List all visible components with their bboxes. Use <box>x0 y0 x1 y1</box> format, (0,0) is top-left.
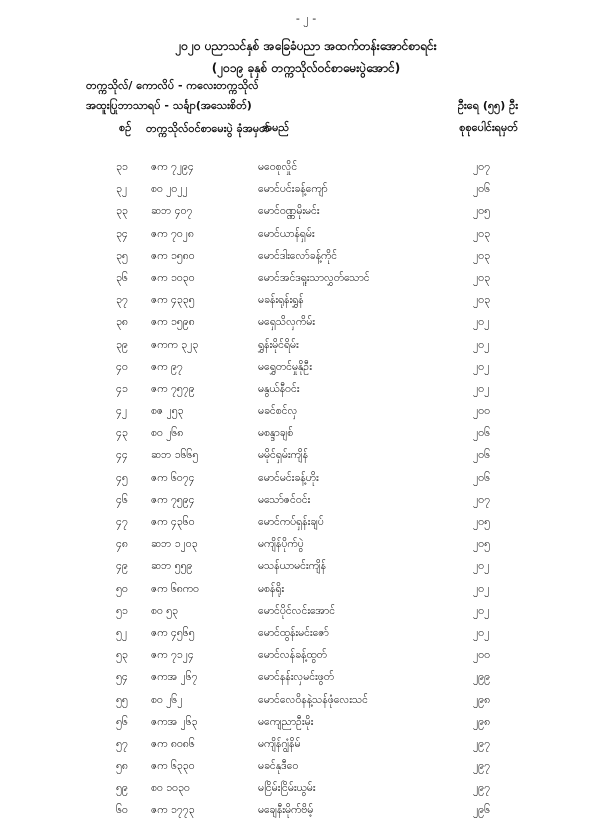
total-mark: ၂၀၂ <box>473 582 490 595</box>
roll-number: စဝ ၁၀၃၀ <box>151 782 190 795</box>
roll-number: ဇက ၈၀၈၆ <box>151 737 195 750</box>
total-mark: ၂၉၇ <box>473 737 490 750</box>
total-mark: ၂၀၀ <box>473 405 490 418</box>
table-row <box>0 757 612 779</box>
student-name: မောင်ယာန်ရှမ်း <box>258 227 315 240</box>
row-number: ၄၁ <box>116 382 128 395</box>
student-name: မချေနီးမိုက်ဗိမ့် <box>258 804 314 817</box>
row-number: ၅၄ <box>116 671 128 684</box>
student-name: မောင်လေဝိနနဲ့သန်ဖုံလေးသင် <box>258 693 368 706</box>
student-name: မဝေစုလှိုင် <box>258 161 298 173</box>
results-list <box>0 158 612 824</box>
roll-number: စဇ ၂၅၃ <box>151 405 184 418</box>
row-number: ၄၃ <box>116 427 128 440</box>
roll-number: စဝ ၂၆၂ <box>151 693 183 706</box>
total-mark: ၂၀၃ <box>473 227 490 240</box>
row-number: ၅၃ <box>116 649 128 662</box>
roll-number: စဝ ၂၆၈ <box>151 427 184 440</box>
row-number: ၃၅ <box>116 249 128 262</box>
student-name: မရှေသိလှကိမ်း <box>258 316 315 329</box>
student-name: မောင်နန်းလှမင်းဖွတ် <box>258 671 334 684</box>
total-count: ဦးရေ (၅၅) ဦး <box>457 99 518 112</box>
column-header-roll: တက္ကသိုလ်ဝင်စာမေးပွဲ ခုံအမှတ် <box>146 122 270 135</box>
student-name: မစန္ဒာချစ် <box>258 427 294 440</box>
column-header-mark: စုစုပေါင်းရမှတ် <box>459 121 518 134</box>
total-mark: ၂၀၂ <box>473 382 490 395</box>
table-row <box>0 713 612 735</box>
row-number: ၄၆ <box>116 493 128 506</box>
student-name: မသန်ယာမင်းကျိန် <box>258 560 326 573</box>
row-number: ၃၆ <box>116 271 128 284</box>
roll-number: ဆဘ ၅၅၉ <box>151 560 193 573</box>
roll-number: ဇက ၇၀၂၈ <box>151 227 194 240</box>
table-row <box>0 668 612 690</box>
row-number: ၅၂ <box>116 626 128 639</box>
student-name: မကျေညာဦးမိုး <box>258 715 314 728</box>
table-row <box>0 424 612 446</box>
roll-number: ဇက ၁၅၈၀ <box>151 249 195 262</box>
total-mark: ၂၀၆ <box>473 471 490 484</box>
total-mark: ၂၀၀ <box>473 649 490 662</box>
total-mark: ၂၀၂ <box>473 316 490 329</box>
roll-number: ဇက ၄၃၆၀ <box>151 516 195 528</box>
table-row <box>0 358 612 380</box>
student-name: မနွယ်နီဝင်း <box>258 382 300 395</box>
roll-number: ဆဘ ၁၆၆၅ <box>151 449 199 462</box>
roll-number: ဇကအ ၂၆၃ <box>151 715 198 728</box>
row-number: ၃၃ <box>116 205 128 218</box>
roll-number: ဇက ၆၃၃၀ <box>151 760 195 773</box>
table-row <box>0 735 612 757</box>
table-row <box>0 469 612 491</box>
document-title: ၂၀၂၀ ပညာသင်နှစ် အခြေခံပညာ အထက်တန်းအောင်စာရင်း <box>175 39 437 53</box>
table-row <box>0 158 612 180</box>
row-number: ၄၈ <box>116 538 128 551</box>
row-number: ၄၉ <box>116 560 128 573</box>
total-mark: ၂၀၅ <box>473 205 490 218</box>
table-row <box>0 313 612 335</box>
table-row <box>0 513 612 535</box>
roll-number: ဇက ၄၃၃၅ <box>151 294 195 307</box>
total-mark: ၂၉၇ <box>473 760 490 773</box>
total-mark: ၂၀၃ <box>473 294 490 307</box>
row-number: ၃၇ <box>116 294 128 307</box>
table-row <box>0 535 612 557</box>
total-mark: ၂၀၂ <box>473 604 490 617</box>
row-number: ၅၇ <box>116 737 128 750</box>
row-number: ၄၅ <box>116 471 128 484</box>
table-row <box>0 602 612 624</box>
roll-number: ဇက ၁၀၃၀ <box>151 271 195 284</box>
roll-number: ဇကအ ၂၆၇ <box>151 671 198 684</box>
table-row <box>0 202 612 224</box>
total-mark: ၂၀၇ <box>473 493 490 506</box>
total-mark: ၂၀၆ <box>473 427 490 440</box>
total-mark: ၂၀၆ <box>473 183 490 196</box>
student-name: မခန်းရုန်းရွှန် <box>258 294 304 307</box>
total-mark: ၂၉၉ <box>473 671 490 684</box>
student-name: မောင်ဝဏ္ဏမိုးမင်း <box>258 205 320 218</box>
row-number: ၅၅ <box>116 693 128 706</box>
total-mark: ၂၉၈ <box>473 693 491 706</box>
roll-number: ဇက ၇၁၂၄ <box>151 649 194 662</box>
roll-number: ဇက ၇၅၇၉ <box>151 382 195 395</box>
roll-number: ဇက ၆၀၇၄ <box>151 471 195 484</box>
student-name: မငြိမ်းငြိမ်းယွမ်း <box>258 782 316 795</box>
roll-number: စဝ ၂၀၂၂ <box>151 183 188 196</box>
roll-number: ဇက ၁၅၉၈ <box>151 316 195 329</box>
student-name: မောင်အင်ဒရူးသာလွှတ်သောင် <box>258 271 370 284</box>
row-number: ၃၉ <box>116 338 128 351</box>
page-number: - ၂ - <box>295 12 317 25</box>
table-row <box>0 801 612 823</box>
student-name: မောင်ပိုင်လင်းအောင် <box>258 604 336 617</box>
total-mark: ၂၀၃ <box>473 249 490 262</box>
total-mark: ၂၉၈ <box>473 715 491 728</box>
table-row <box>0 779 612 801</box>
row-number: ၅၁ <box>116 604 128 617</box>
student-name: မောင်မင်းခန့်ဟိုး <box>258 471 319 484</box>
roll-number: ဇက ၁၇၇၃ <box>151 804 195 817</box>
table-row <box>0 624 612 646</box>
roll-number: ဇက ၇၅၉၄ <box>151 493 195 506</box>
table-row <box>0 336 612 358</box>
table-row <box>0 247 612 269</box>
total-mark: ၂၉၆ <box>473 804 490 817</box>
student-name: ရွှန်းမိုင်ရိမ်း <box>258 338 299 351</box>
row-number: ၆၀ <box>116 804 128 817</box>
column-header-no: စဉ် <box>119 121 132 134</box>
row-number: ၃၁ <box>116 161 128 173</box>
roll-number: ဆဘ ၄၀၇ <box>151 205 193 218</box>
roll-number: စဝ ၅၃ <box>151 604 178 617</box>
total-mark: ၂၀၂ <box>473 560 490 573</box>
table-row <box>0 180 612 202</box>
student-name: မောင်ထွန်းမင်းဇော် <box>258 626 329 639</box>
table-row <box>0 380 612 402</box>
table-row <box>0 269 612 291</box>
roll-number: ဆဘ ၁၂၀၃ <box>151 538 198 551</box>
row-number: ၅၉ <box>116 782 128 795</box>
student-name: မောင်လန်ခန့်ထွတ် <box>258 649 327 662</box>
total-mark: ၂၀၂ <box>473 360 490 373</box>
table-row <box>0 402 612 424</box>
student-name: မခင်စင်လှ <box>258 405 298 418</box>
student-name: မရွှေတင်မှုနိုဦး <box>258 360 312 373</box>
student-name: မစန်ရိုး <box>258 582 285 595</box>
table-row <box>0 225 612 247</box>
student-name: မကျိန်ပိုက်ပွဲ <box>258 538 304 551</box>
table-row <box>0 291 612 313</box>
student-name: မကျိန်ဂျွံနိမ် <box>258 737 301 750</box>
roll-number: ဇက ၇၂၉၄ <box>151 161 194 173</box>
student-name: မောင်ဒါးလော်ခန့်ကိုင် <box>258 249 338 262</box>
column-header-name: အမည် <box>262 121 290 134</box>
subject-line: အထူးပြုဘာသာရပ် - သင်္ချာ(အသေးစိတ်) <box>86 99 252 112</box>
row-number: ၄၄ <box>116 449 128 462</box>
table-row <box>0 557 612 579</box>
roll-number: ဇက ၄၅၆၅ <box>151 626 195 639</box>
row-number: ၃၄ <box>116 227 128 240</box>
table-row <box>0 580 612 602</box>
document-subtitle: (၂၀၁၉ ခုနှစ် တက္ကသိုလ်ဝင်စာမေးပွဲအောင်) <box>211 61 401 75</box>
table-row <box>0 646 612 668</box>
total-mark: ၂၀၅ <box>473 516 490 528</box>
total-mark: ၂၉၇ <box>473 782 490 795</box>
row-number: ၄၇ <box>116 516 128 528</box>
row-number: ၅၈ <box>116 760 128 773</box>
row-number: ၄၂ <box>116 405 128 418</box>
total-mark: ၂၀၂ <box>473 338 490 351</box>
row-number: ၅၀ <box>116 582 128 595</box>
student-name: မသော်ဇင်ဝင်း <box>258 493 311 506</box>
row-number: ၄၀ <box>116 360 128 373</box>
total-mark: ၂၀၇ <box>473 161 490 173</box>
student-name: မောင်ပင်းခန့်ကျော် <box>258 183 328 196</box>
total-mark: ၂၀၆ <box>473 449 490 462</box>
row-number: ၃၈ <box>116 316 128 329</box>
row-number: ၅၆ <box>116 715 128 728</box>
roll-number: ဇကက ၃၂၃ <box>151 338 199 351</box>
total-mark: ၂၀၃ <box>473 271 490 284</box>
table-row <box>0 446 612 468</box>
student-name: မမိုင်ရှမ်းကျိန် <box>258 449 308 462</box>
table-row <box>0 491 612 513</box>
student-name: မခင်နုဒီဝေ <box>258 760 299 773</box>
student-name: မောင်ကပ်ရှန်းချပ် <box>258 516 324 528</box>
roll-number: ဇက ၉၇ <box>151 360 183 373</box>
roll-number: ဇက ၆၈ကဝ <box>151 582 199 595</box>
total-mark: ၂၀၅ <box>473 538 490 551</box>
row-number: ၃၂ <box>116 183 128 196</box>
table-row <box>0 691 612 713</box>
total-mark: ၂၀၂ <box>473 626 490 639</box>
university-line: တက္ကသိုလ်/ ကောလိပ် - ကလေးတက္ကသိုလ် <box>86 79 259 92</box>
